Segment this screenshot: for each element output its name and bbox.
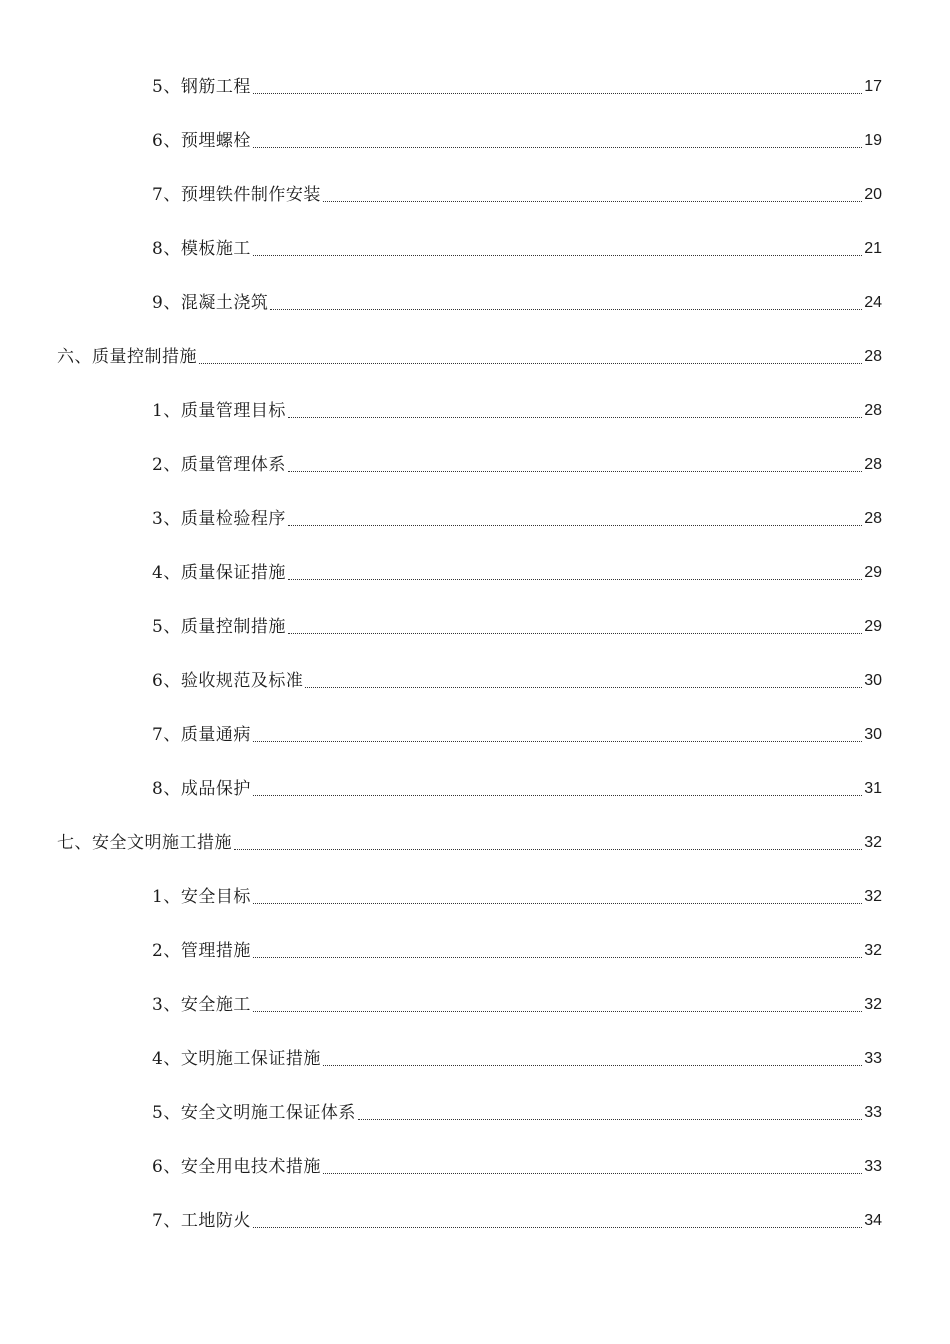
toc-entry-page: 34 [864,1212,882,1229]
dot-leader [270,309,862,310]
toc-entry[interactable] [0,438,950,492]
toc-entry-page: 29 [864,618,882,635]
toc-entry[interactable] [0,114,950,168]
toc-entry-page: 28 [864,402,882,419]
toc-entry-title: 七、安全文明施工措施 [57,833,232,853]
toc-entry[interactable] [0,978,950,1032]
toc-entry-title: 5、钢筋工程 [152,77,251,97]
toc-entry-page: 33 [864,1158,882,1175]
toc-entry-page: 33 [864,1050,882,1067]
table-of-contents [0,60,950,1248]
toc-entry[interactable] [0,546,950,600]
dot-leader [253,1011,862,1012]
dot-leader [234,849,862,850]
toc-entry-title: 六、质量控制措施 [57,347,197,367]
toc-entry-page: 17 [864,78,882,95]
toc-entry[interactable] [0,1032,950,1086]
toc-entry-page: 32 [864,888,882,905]
toc-entry-page: 33 [864,1104,882,1121]
toc-entry[interactable] [0,276,950,330]
toc-entry-title: 2、管理措施 [152,941,251,961]
toc-entry-page: 29 [864,564,882,581]
toc-entry-title: 5、质量控制措施 [152,617,286,637]
dot-leader [253,903,862,904]
toc-entry[interactable] [0,384,950,438]
toc-chapter-entry[interactable] [0,330,950,384]
toc-entry[interactable] [0,60,950,114]
toc-entry-title: 1、质量管理目标 [152,401,286,421]
dot-leader [323,201,862,202]
dot-leader [253,255,862,256]
toc-entry-title: 6、预埋螺栓 [152,131,251,151]
dot-leader [288,471,862,472]
dot-leader [323,1173,862,1174]
toc-entry[interactable] [0,1194,950,1248]
dot-leader [253,741,862,742]
toc-entry-title: 8、模板施工 [152,239,251,259]
dot-leader [323,1065,862,1066]
toc-entry-title: 5、安全文明施工保证体系 [152,1103,356,1123]
toc-entry-page: 30 [864,726,882,743]
toc-entry-page: 21 [864,240,882,257]
toc-entry-page: 28 [864,456,882,473]
toc-entry-page: 28 [864,348,882,365]
toc-entry[interactable] [0,492,950,546]
toc-entry-page: 32 [864,942,882,959]
toc-entry-page: 19 [864,132,882,149]
dot-leader [199,363,862,364]
toc-entry-page: 31 [864,780,882,797]
toc-entry-page: 30 [864,672,882,689]
toc-entry-title: 1、安全目标 [152,887,251,907]
dot-leader [305,687,862,688]
toc-entry[interactable] [0,1140,950,1194]
toc-entry-title: 6、安全用电技术措施 [152,1157,321,1177]
toc-entry-title: 3、质量检验程序 [152,509,286,529]
toc-entry[interactable] [0,222,950,276]
dot-leader [288,633,862,634]
toc-entry-title: 4、质量保证措施 [152,563,286,583]
toc-entry-title: 4、文明施工保证措施 [152,1049,321,1069]
toc-entry-title: 7、预埋铁件制作安装 [152,185,321,205]
dot-leader [253,957,862,958]
toc-entry-title: 8、成品保护 [152,779,251,799]
dot-leader [253,147,862,148]
toc-entry-title: 7、质量通病 [152,725,251,745]
toc-entry-page: 20 [864,186,882,203]
toc-entry[interactable] [0,870,950,924]
toc-entry[interactable] [0,654,950,708]
toc-entry-title: 9、混凝土浇筑 [152,293,269,313]
toc-chapter-entry[interactable] [0,816,950,870]
dot-leader [358,1119,862,1120]
toc-entry[interactable] [0,1086,950,1140]
dot-leader [253,93,862,94]
toc-entry[interactable] [0,600,950,654]
dot-leader [253,1227,862,1228]
toc-entry-title: 6、验收规范及标准 [152,671,304,691]
toc-entry[interactable] [0,924,950,978]
dot-leader [288,417,862,418]
toc-entry-page: 24 [864,294,882,311]
toc-entry-title: 3、安全施工 [152,995,251,1015]
toc-entry-title: 2、质量管理体系 [152,455,286,475]
dot-leader [288,525,862,526]
toc-entry-page: 32 [864,996,882,1013]
dot-leader [253,795,862,796]
toc-entry[interactable] [0,168,950,222]
toc-entry-page: 28 [864,510,882,527]
dot-leader [288,579,862,580]
toc-entry-page: 32 [864,834,882,851]
toc-entry[interactable] [0,708,950,762]
toc-entry-title: 7、工地防火 [152,1211,251,1231]
toc-entry[interactable] [0,762,950,816]
